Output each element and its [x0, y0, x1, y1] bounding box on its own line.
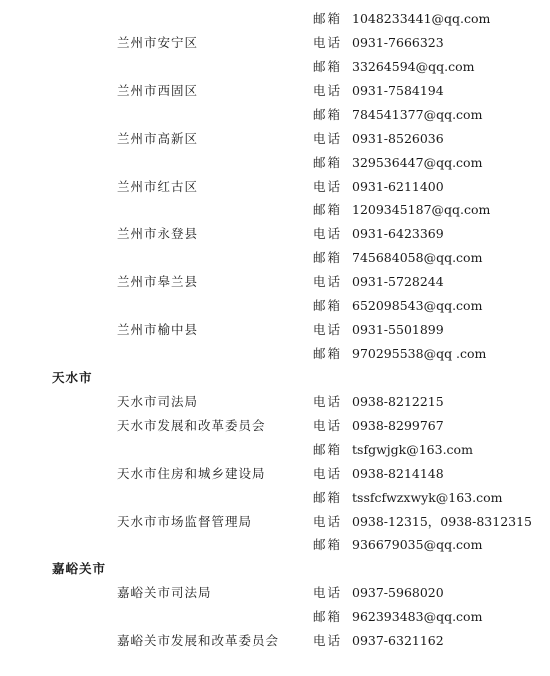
phone-label: 电话	[313, 393, 343, 409]
contact-row	[0, 270, 550, 294]
email-label: 邮箱	[313, 58, 343, 74]
email-label: 邮箱	[313, 11, 343, 26]
phone-number: 0938-8299767	[352, 417, 444, 433]
organization-name: 天水市发展和改革委员会	[117, 417, 266, 433]
organization-name: 嘉峪关市发展和改革委员会	[117, 633, 280, 649]
contact-row	[0, 103, 550, 127]
contact-row	[0, 605, 550, 629]
organization-name: 天水市市场监督管理局	[117, 513, 253, 529]
email-address: 652098543@qq.com	[352, 298, 483, 314]
phone-label: 电话	[313, 417, 343, 433]
city-heading: 天水市	[52, 369, 93, 385]
email-address: 1048233441@qq.com	[352, 11, 491, 26]
organization-name: 兰州市榆中县	[117, 322, 199, 338]
phone-label: 电话	[313, 82, 343, 98]
email-address: 936679035@qq.com	[352, 537, 483, 553]
contact-row	[0, 151, 550, 175]
phone-label: 电话	[313, 34, 343, 50]
contact-row	[0, 198, 550, 222]
email-label: 邮箱	[313, 537, 343, 553]
email-label: 邮箱	[313, 298, 343, 314]
email-label: 邮箱	[313, 106, 343, 122]
email-label: 邮箱	[313, 202, 343, 218]
email-address: tsfgwjgk@163.com	[352, 441, 473, 457]
phone-label: 电话	[313, 322, 343, 338]
organization-name: 兰州市高新区	[117, 130, 199, 146]
organization-name: 兰州市永登县	[117, 226, 199, 242]
phone-label: 电话	[313, 178, 343, 194]
organization-name: 天水市司法局	[117, 393, 199, 409]
city-heading-row	[0, 366, 550, 390]
phone-label: 电话	[313, 274, 343, 290]
phone-number: 0931-6423369	[352, 226, 444, 242]
contact-row	[0, 462, 550, 486]
contact-row	[0, 7, 550, 31]
city-heading-row	[0, 557, 550, 581]
contact-row	[0, 318, 550, 342]
phone-label: 电话	[313, 513, 343, 529]
phone-number: 0938-8212215	[352, 393, 444, 409]
email-label: 邮箱	[313, 609, 343, 625]
contact-row	[0, 510, 550, 534]
phone-label: 电话	[313, 465, 343, 481]
email-label: 邮箱	[313, 154, 343, 170]
contact-row	[0, 246, 550, 270]
email-address: 1209345187@qq.com	[352, 202, 491, 218]
email-address: 962393483@qq.com	[352, 609, 483, 625]
email-address: 33264594@qq.com	[352, 58, 475, 74]
contact-row	[0, 486, 550, 510]
organization-name: 兰州市西固区	[117, 82, 199, 98]
email-address: 970295538@qq .com	[352, 346, 487, 362]
phone-label: 电话	[313, 585, 343, 601]
phone-number: 0938-12315，0938-8312315	[352, 513, 533, 529]
phone-label: 电话	[313, 130, 343, 146]
contact-row	[0, 629, 550, 653]
contact-row	[0, 342, 550, 366]
contact-row	[0, 79, 550, 103]
phone-number: 0931-7584194	[352, 82, 444, 98]
phone-number: 0931-8526036	[352, 130, 444, 146]
organization-name: 兰州市红古区	[117, 178, 199, 194]
phone-label: 电话	[313, 633, 343, 649]
phone-number: 0938-8214148	[352, 465, 444, 481]
contact-row	[0, 31, 550, 55]
email-label: 邮箱	[313, 441, 343, 457]
phone-number: 0931-7666323	[352, 34, 444, 50]
email-address: 784541377@qq.com	[352, 106, 483, 122]
contact-row	[0, 438, 550, 462]
contact-row	[0, 414, 550, 438]
phone-label: 电话	[313, 226, 343, 242]
phone-number: 0937-6321162	[352, 633, 444, 649]
phone-number: 0931-5728244	[352, 274, 444, 290]
organization-name: 天水市住房和城乡建设局	[117, 465, 266, 481]
city-heading: 嘉峪关市	[52, 561, 107, 577]
phone-number: 0937-5968020	[352, 585, 444, 601]
contact-row	[0, 390, 550, 414]
email-label: 邮箱	[313, 346, 343, 362]
email-label: 邮箱	[313, 489, 343, 505]
contact-row	[0, 581, 550, 605]
email-address: tssfcfwzxwyk@163.com	[352, 489, 503, 505]
contact-row	[0, 127, 550, 151]
organization-name: 兰州市皋兰县	[117, 274, 199, 290]
contact-row	[0, 175, 550, 199]
contact-row	[0, 533, 550, 557]
contact-row	[0, 55, 550, 79]
email-label: 邮箱	[313, 250, 343, 266]
phone-number: 0931-6211400	[352, 178, 444, 194]
email-address: 745684058@qq.com	[352, 250, 483, 266]
organization-name: 兰州市安宁区	[117, 34, 199, 50]
contact-row	[0, 222, 550, 246]
phone-number: 0931-5501899	[352, 322, 444, 338]
email-address: 329536447@qq.com	[352, 154, 483, 170]
organization-name: 嘉峪关市司法局	[117, 585, 212, 601]
contact-row	[0, 294, 550, 318]
